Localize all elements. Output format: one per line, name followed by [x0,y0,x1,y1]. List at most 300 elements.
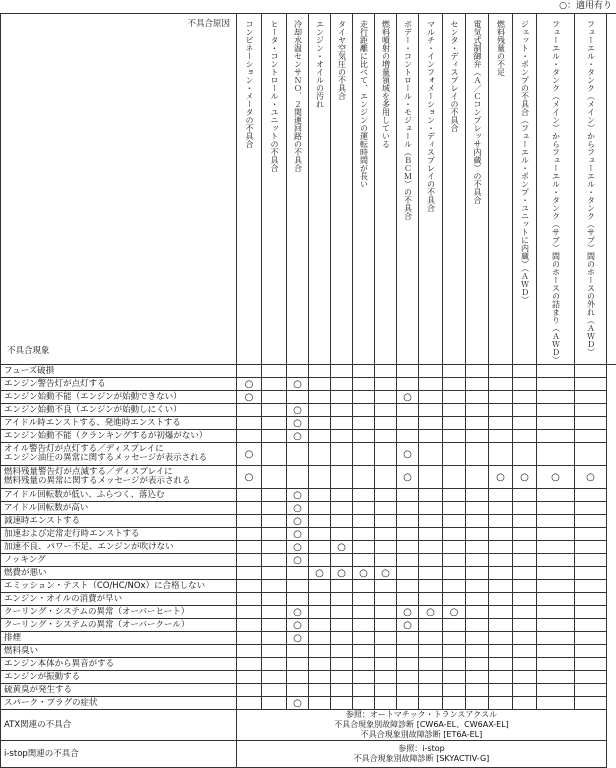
empty-cell [287,684,309,697]
empty-cell [489,404,513,417]
empty-cell [466,541,489,554]
empty-cell [237,645,262,658]
empty-cell [375,515,397,528]
empty-cell [513,606,537,619]
applicable-mark: ○ [287,606,309,619]
empty-cell [443,391,466,404]
empty-cell [443,619,466,632]
symptom-label: アイドル時エンストする、発進時エンストする [1,417,237,430]
empty-cell [575,580,607,593]
empty-cell [262,378,287,391]
empty-cell [513,554,537,567]
empty-cell [353,417,375,430]
legend: ○：適用有り [559,0,612,12]
empty-cell [443,645,466,658]
empty-cell [575,528,607,541]
empty-cell [489,528,513,541]
table-row [1,378,616,391]
empty-cell [353,430,375,443]
empty-cell [537,404,575,417]
empty-cell [513,632,537,645]
cause-col-header: フューエル・タンク（メイン）からフューエル・タンク（サブ）間のホースの外れ（ＡＷＤ） [575,14,607,365]
applicable-mark: ○ [397,391,419,404]
applicable-mark: ○ [287,417,309,430]
empty-cell [397,567,419,580]
table-row [1,489,616,502]
applicable-mark: ○ [287,554,309,567]
empty-cell [419,365,443,378]
empty-cell [443,567,466,580]
empty-cell [262,684,287,697]
empty-cell [331,671,353,684]
empty-cell [331,593,353,606]
empty-cell [309,554,331,567]
table-row [1,417,616,430]
table-row [1,684,616,697]
empty-cell [489,671,513,684]
empty-cell [466,528,489,541]
empty-cell [309,430,331,443]
empty-cell [443,697,466,710]
empty-cell [537,658,575,671]
empty-cell [466,466,489,489]
empty-cell [575,489,607,502]
empty-cell [537,502,575,515]
empty-cell [397,404,419,417]
cause-col-header: 燃料噴射の増量領域を多用している [375,14,397,365]
cause-col-header: 走行距離に比べて、エンジンの運転時間が長い [353,14,375,365]
empty-cell [262,391,287,404]
empty-cell [237,417,262,430]
empty-cell [262,515,287,528]
empty-cell [262,606,287,619]
empty-cell [513,489,537,502]
symptom-label: エンジン始動不良（エンジンが始動しにくい） [1,404,237,417]
empty-cell [466,391,489,404]
empty-cell [375,697,397,710]
empty-cell [375,378,397,391]
empty-cell [466,684,489,697]
table-row [1,619,616,632]
empty-cell [375,554,397,567]
empty-cell [309,580,331,593]
empty-cell [375,466,397,489]
empty-cell [489,502,513,515]
empty-cell [309,378,331,391]
empty-cell [489,515,513,528]
empty-cell [489,632,513,645]
applicable-mark: ○ [237,378,262,391]
empty-cell [513,580,537,593]
symptom-label: エンジン始動不能（エンジンが始動できない） [1,391,237,404]
empty-cell [537,697,575,710]
empty-cell [575,391,607,404]
empty-cell [262,554,287,567]
empty-cell [466,593,489,606]
symptom-label: アイドル回転数が低い、ふらつく、落込む [1,489,237,502]
empty-cell [262,528,287,541]
symptom-label: エンジン始動不能（クランキングするが初爆がない） [1,430,237,443]
empty-cell [262,489,287,502]
empty-cell [489,554,513,567]
empty-cell [397,502,419,515]
empty-cell [419,671,443,684]
empty-cell [331,391,353,404]
empty-cell [575,671,607,684]
cause-col-header: ヒータ・コントロール・ユニットの不具合 [262,14,287,365]
symptom-label: エミッション・テスト（CO/HC/NOx）に合格しない [1,580,237,593]
applicable-mark: ○ [537,466,575,489]
empty-cell [397,541,419,554]
symptom-label: ノッキング [1,554,237,567]
empty-cell [419,593,443,606]
empty-cell [262,443,287,466]
empty-cell [237,502,262,515]
empty-cell [466,417,489,430]
empty-cell [309,443,331,466]
empty-cell [375,606,397,619]
symptom-label: エンジン・オイルの消費が早い [1,593,237,606]
empty-cell [443,430,466,443]
empty-cell [513,567,537,580]
empty-cell [353,404,375,417]
applicable-mark: ○ [237,443,262,466]
empty-cell [443,593,466,606]
empty-cell [262,430,287,443]
empty-cell [353,671,375,684]
empty-cell [443,632,466,645]
symptom-label: 加速不良、パワー不足、エンジンが吹けない [1,541,237,554]
empty-cell [375,645,397,658]
applicable-mark: ○ [575,466,607,489]
empty-cell [513,378,537,391]
empty-cell [262,541,287,554]
empty-cell [375,404,397,417]
empty-cell [262,580,287,593]
empty-cell [331,645,353,658]
empty-cell [309,632,331,645]
empty-cell [287,466,309,489]
empty-cell [489,378,513,391]
empty-cell [331,580,353,593]
table-row [1,658,616,671]
empty-cell [419,502,443,515]
empty-cell [489,567,513,580]
empty-cell [575,430,607,443]
empty-cell [237,593,262,606]
empty-cell [575,404,607,417]
symptom-label: アイドル回転数が高い [1,502,237,515]
empty-cell [575,515,607,528]
empty-cell [237,404,262,417]
empty-cell [353,554,375,567]
empty-cell [331,365,353,378]
empty-cell [513,365,537,378]
empty-cell [575,684,607,697]
empty-cell [287,593,309,606]
empty-cell [353,378,375,391]
empty-cell [262,593,287,606]
empty-cell [466,567,489,580]
empty-cell [262,632,287,645]
empty-cell [262,671,287,684]
empty-cell [309,502,331,515]
empty-cell [443,466,466,489]
empty-cell [237,632,262,645]
empty-cell [466,671,489,684]
empty-cell [237,554,262,567]
empty-cell [466,645,489,658]
empty-cell [513,502,537,515]
empty-cell [575,443,607,466]
empty-cell [489,430,513,443]
empty-cell [466,378,489,391]
cause-col-header: ジェット・ポンプの不具合（フューエル・ポンプ・ユニットに内蔵）（ＡＷＤ） [513,14,537,365]
applicable-mark: ○ [397,443,419,466]
empty-cell [443,502,466,515]
empty-cell [443,580,466,593]
cause-col-header: センタ・ディスプレイの不具合 [443,14,466,365]
empty-cell [419,443,443,466]
empty-cell [537,417,575,430]
empty-cell [237,489,262,502]
empty-cell [575,365,607,378]
empty-cell [353,489,375,502]
empty-cell [262,567,287,580]
table-row [1,502,616,515]
empty-cell [331,378,353,391]
empty-cell [397,430,419,443]
empty-cell [309,671,331,684]
empty-cell [513,671,537,684]
empty-cell [513,404,537,417]
empty-cell [237,515,262,528]
empty-cell [575,593,607,606]
empty-cell [419,567,443,580]
cause-col-header: 電気式制御弁（Ａ／Ｃコンプレッサ内蔵）の不具合 [466,14,489,365]
symptom-label: 排煙 [1,632,237,645]
empty-cell [489,619,513,632]
empty-cell [237,697,262,710]
fault-matrix-table [0,13,616,768]
empty-cell [575,606,607,619]
symptom-header: 不具合現象 [7,347,50,356]
empty-cell [466,658,489,671]
symptom-label: エンジン本体から異音がする [1,658,237,671]
empty-cell [375,541,397,554]
empty-cell [537,541,575,554]
empty-cell [375,580,397,593]
empty-cell [489,541,513,554]
empty-cell [443,658,466,671]
empty-cell [237,684,262,697]
empty-cell [237,567,262,580]
empty-cell [331,684,353,697]
empty-cell [353,645,375,658]
symptom-label: 燃料臭い [1,645,237,658]
empty-cell [397,489,419,502]
empty-cell [262,658,287,671]
empty-cell [489,391,513,404]
empty-cell [287,645,309,658]
table-row [1,466,616,489]
empty-cell [262,697,287,710]
empty-cell [537,365,575,378]
empty-cell [331,619,353,632]
cause-col-header: フューエル・タンク（メイン）からフューエル・タンク（サブ）間のホースの詰まり（ＡＷＤ） [537,14,575,365]
empty-cell [375,391,397,404]
empty-cell [397,417,419,430]
empty-cell [466,619,489,632]
applicable-mark: ○ [443,606,466,619]
empty-cell [375,489,397,502]
empty-cell [397,593,419,606]
empty-cell [309,697,331,710]
applicable-mark: ○ [331,567,353,580]
empty-cell [419,619,443,632]
cause-col-header: コンビネーション・メータの不具合 [237,14,262,365]
empty-cell [353,365,375,378]
cause-col-header: 冷却水温センサＮＯ．２関連回路の不具合 [287,14,309,365]
empty-cell [575,502,607,515]
empty-cell [353,391,375,404]
empty-cell [353,658,375,671]
empty-cell [353,580,375,593]
empty-cell [443,528,466,541]
empty-cell [397,528,419,541]
symptom-label: クーリング・システムの異常（オーバーヒート） [1,606,237,619]
empty-cell [419,378,443,391]
cause-col-header: タイヤ空気圧の不具合 [331,14,353,365]
empty-cell [375,619,397,632]
empty-cell [443,671,466,684]
symptom-label: 減速時エンストする [1,515,237,528]
cause-col-header: 燃料残量の不足 [489,14,513,365]
applicable-mark: ○ [287,541,309,554]
table-row [1,567,616,580]
empty-cell [353,466,375,489]
empty-cell [537,430,575,443]
empty-cell [375,365,397,378]
empty-cell [397,580,419,593]
empty-cell [375,632,397,645]
empty-cell [287,365,309,378]
empty-cell [466,554,489,567]
empty-cell [397,365,419,378]
empty-cell [331,632,353,645]
note-row [1,741,616,768]
empty-cell [537,528,575,541]
applicable-mark: ○ [287,404,309,417]
empty-cell [331,697,353,710]
symptom-label: スパーク・プラグの症状 [1,697,237,710]
empty-cell [489,365,513,378]
empty-cell [331,606,353,619]
empty-cell [466,502,489,515]
symptom-label: 燃費が悪い [1,567,237,580]
table-row [1,541,616,554]
empty-cell [537,619,575,632]
empty-cell [489,645,513,658]
empty-cell [331,417,353,430]
empty-cell [375,528,397,541]
symptom-label: フューズ破損 [1,365,237,378]
empty-cell [375,417,397,430]
empty-cell [309,404,331,417]
empty-cell [537,443,575,466]
empty-cell [575,554,607,567]
empty-cell [419,554,443,567]
applicable-mark: ○ [237,466,262,489]
empty-cell [237,528,262,541]
empty-cell [575,541,607,554]
empty-cell [419,466,443,489]
empty-cell [309,645,331,658]
empty-cell [419,515,443,528]
empty-cell [237,365,262,378]
empty-cell [287,671,309,684]
empty-cell [443,443,466,466]
applicable-mark: ○ [287,430,309,443]
table-row [1,645,616,658]
empty-cell [331,466,353,489]
reference-note: 参照：i-stop 不具合現象別故障診断 [SKYACTIV-G] [237,741,607,768]
empty-cell [537,515,575,528]
empty-cell [419,528,443,541]
symptom-label: 燃料残量警告灯が点滅する／ディスプレイに 燃料残量の異常に関するメッセージが表示される [1,466,237,489]
empty-cell [375,593,397,606]
empty-cell [331,404,353,417]
empty-cell [537,580,575,593]
empty-cell [353,606,375,619]
empty-cell [262,365,287,378]
note-row [1,710,616,741]
table-row [1,528,616,541]
empty-cell [537,554,575,567]
cause-col-header: エンジン・オイルの汚れ [309,14,331,365]
empty-cell [537,671,575,684]
empty-cell [237,658,262,671]
empty-cell [353,632,375,645]
empty-cell [237,541,262,554]
empty-cell [513,443,537,466]
empty-cell [287,443,309,466]
applicable-mark: ○ [237,391,262,404]
empty-cell [513,645,537,658]
table-row [1,430,616,443]
empty-cell [466,580,489,593]
empty-cell [537,645,575,658]
empty-cell [443,489,466,502]
empty-cell [331,489,353,502]
empty-cell [375,443,397,466]
empty-cell [513,697,537,710]
empty-cell [466,404,489,417]
empty-cell [309,391,331,404]
empty-cell [466,515,489,528]
empty-cell [353,684,375,697]
empty-cell [397,684,419,697]
empty-cell [513,593,537,606]
empty-cell [331,430,353,443]
empty-cell [443,515,466,528]
cause-col-header: マルチ・インフォメーション・ディスプレイの不具合 [419,14,443,365]
table-row [1,593,616,606]
empty-cell [237,580,262,593]
empty-cell [287,567,309,580]
empty-cell [309,365,331,378]
empty-cell [489,443,513,466]
